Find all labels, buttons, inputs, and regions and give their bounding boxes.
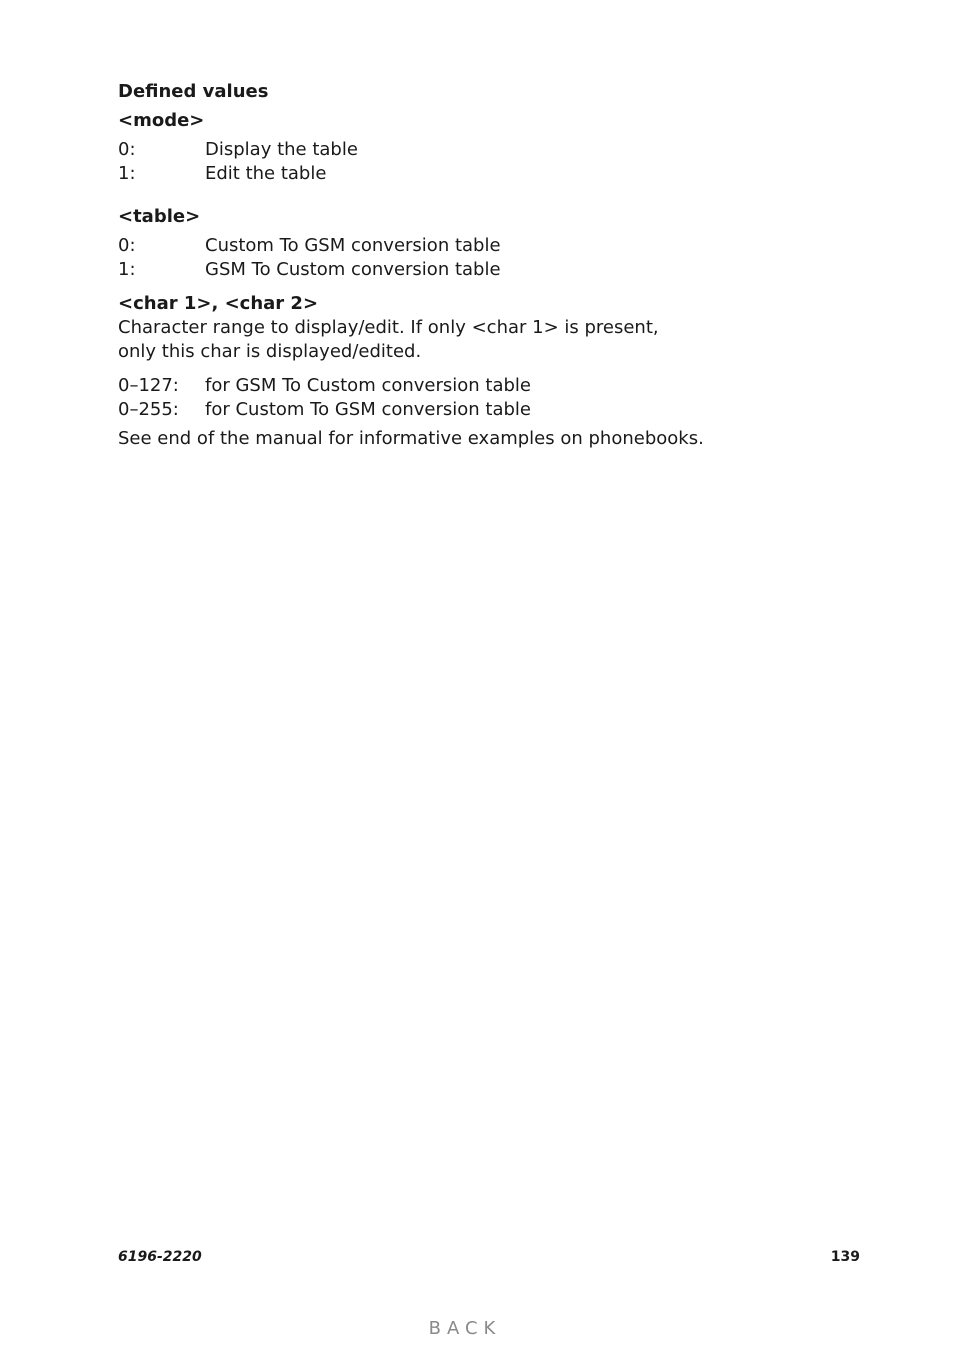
chars-key: 0–127:: [118, 375, 179, 396]
section-title: Defined values: [118, 81, 269, 102]
document-body: [118, 80, 838, 451]
mode-row-1: [118, 162, 838, 186]
table-value: GSM To Custom conversion table: [205, 259, 501, 280]
mode-key: 0:: [118, 139, 136, 160]
mode-value: Display the table: [205, 139, 358, 160]
table-key: 0:: [118, 235, 136, 256]
table-key: 1:: [118, 259, 136, 280]
back-link[interactable]: BACK: [428, 1318, 502, 1339]
mode-key: 1:: [118, 163, 136, 184]
chars-value: for Custom To GSM conversion table: [205, 399, 532, 420]
table-heading: <table>: [118, 206, 201, 227]
mode-value: Edit the table: [205, 163, 327, 184]
table-row-0: [118, 234, 838, 258]
chars-row-0: [118, 374, 838, 398]
chars-value: for GSM To Custom conversion table: [205, 375, 532, 396]
footer-doc-number: 6196-2220: [118, 1249, 202, 1265]
note-text: See end of the manual for informative examples on phonebooks.: [118, 428, 704, 449]
footer-page-number: 139: [830, 1249, 860, 1265]
mode-heading: <mode>: [118, 110, 205, 131]
chars-description-line2: only this char is displayed/edited.: [118, 341, 422, 362]
table-value: Custom To GSM conversion table: [205, 235, 501, 256]
chars-heading: <char 1>, <char 2>: [118, 293, 319, 314]
chars-description-line1: Character range to display/edit. If only <char 1> is present,: [118, 317, 659, 338]
chars-row-1: [118, 398, 838, 422]
mode-row-0: [118, 138, 838, 162]
chars-key: 0–255:: [118, 399, 179, 420]
table-row-1: [118, 258, 838, 282]
